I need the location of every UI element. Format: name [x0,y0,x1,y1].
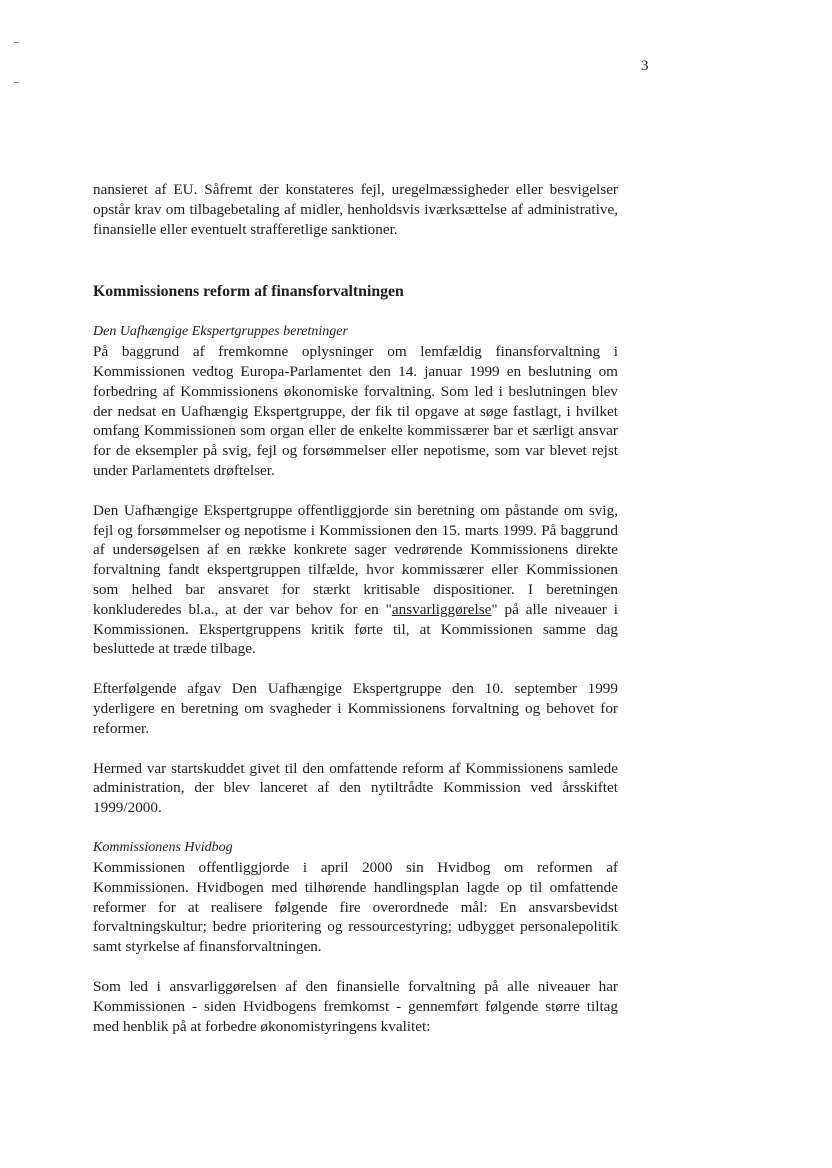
paragraph-text: Den Uafhængige Ekspertgruppe offentliggjorde sin beretning om påstande om svig, fejl og forsømmelser og nepotisme i Kommissionen den 15. marts 1999. På baggrund af undersøgelsen af en række konkrete sager vedrørende Kommissionens direkte forvaltning fandt ekspertgruppen tilfælde, hvor kommissærer eller Kommissionen som helhed bar ansvaret for stærkt kritisable dispositioner. I beretningen konkluderedes bl.a., at der var behov for en " [93,501,618,618]
scan-edge-mark [14,82,19,83]
document-body [93,180,618,1036]
subsection-title-expert-group: Den Uafhængige Ekspertgruppes beretninger [93,324,348,340]
paragraph: På baggrund af fremkomne oplysninger om lemfældig finansforvaltning i Kommissionen vedtog Europa-Parlamentet den 14. januar 1999 en beslutning om forbedring af Kommissionens økonomiske forvaltning. Som led i beslutningen blev der nedsat en Uafhængig Ekspertgruppe, der fik til opgave at søge fastlagt, i hvilket omfang Kommissionen som organ eller de enkelte kommissærer bar et særligt ansvar for de eksempler på svig, fejl og forsømmelser eller nepotisme, som var blevet rejst under Parlamentets drøftelser. [93,343,618,479]
section-heading: Kommissionens reform af finansforvaltningen [93,283,404,301]
paragraph: Hermed var startskuddet givet til den omfattende reform af Kommissionens samlede administration, der blev lanceret af den nytiltrådte Kommission ved årsskiftet 1999/2000. [93,759,618,817]
intro-paragraph: nansieret af EU. Såfremt der konstateres fejl, uregelmæssigheder eller besvigelser opstår krav om tilbagebetaling af midler, henholdsvis iværksættelse af administrative, finansielle eller eventuelt strafferetlige sanktioner. [93,181,618,238]
paragraph [93,501,618,659]
paragraph-text: " på alle niveauer i Kommissionen. Ekspertgruppens kritik førte til, at Kommissionen samme dag besluttede at træde tilbage. [93,600,618,658]
page-number: 3 [641,58,649,74]
scan-edge-mark [14,42,19,43]
subsection-title-white-paper: Kommissionens Hvidbog [93,839,233,855]
paragraph: Som led i ansvarliggørelsen af den finansielle forvaltning på alle niveauer har Kommissionen - siden Hvidbogens fremkomst - gennemført følgende større tiltag med henblik på at forbedre økonomistyringens kvalitet: [93,977,618,1035]
paragraph: Efterfølgende afgav Den Uafhængige Ekspertgruppe den 10. september 1999 yderligere en beretning om svagheder i Kommissionens forvaltning og behovet for reformer. [93,680,618,737]
underlined-term: ansvarliggørelse [391,600,492,618]
paragraph: Kommissionen offentliggjorde i april 2000 sin Hvidbog om reformen af Kommissionen. Hvidbogen med tilhørende handlingsplan lagde op til omfattende reformer for at realisere følgende fire overordnede mål: En ansvarsbevidst forvaltningskultur; bedre prioritering og ressourcestyring; udbygget personalepolitik samt styrkelse af finansforvaltningen. [93,858,618,956]
